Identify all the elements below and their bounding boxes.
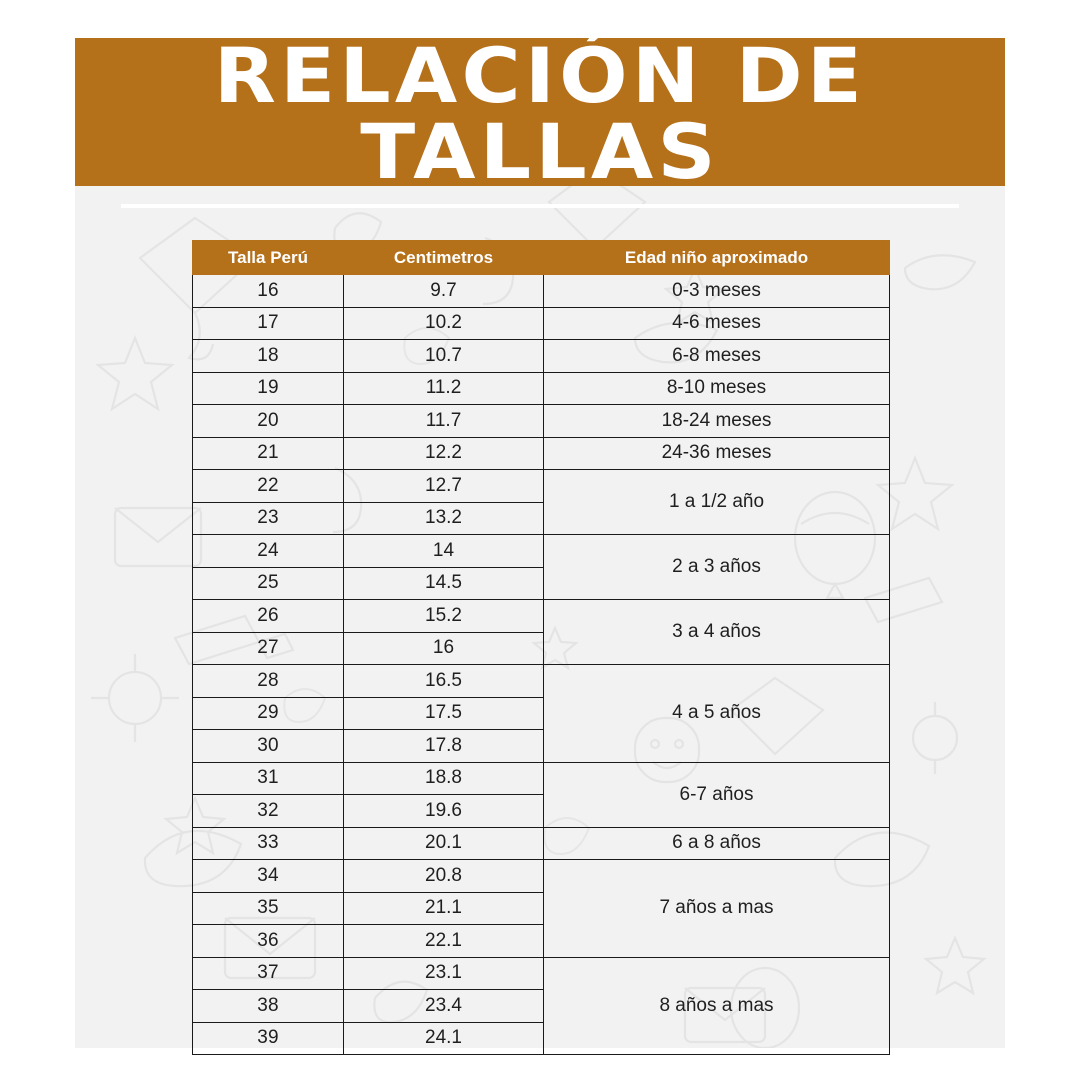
table-row [193,957,890,990]
table-row [193,600,890,633]
cell-edad: 2 a 3 años [544,535,890,600]
size-table [192,240,890,1055]
cell-talla: 16 [193,275,344,308]
cell-centimetros: 18.8 [344,762,544,795]
cell-centimetros: 10.7 [344,340,544,373]
cell-edad: 8 años a mas [544,957,890,1055]
cell-centimetros: 24.1 [344,1022,544,1055]
page-title: RELACIÓN DE TALLAS [213,31,867,196]
cell-centimetros: 17.8 [344,730,544,763]
header-title-wrap [75,31,1005,196]
cell-edad: 18-24 meses [544,405,890,438]
table-body [193,275,890,1055]
cell-talla: 28 [193,665,344,698]
cell-centimetros: 20.1 [344,827,544,860]
cell-talla: 27 [193,632,344,665]
table-row [193,470,890,503]
table-row [193,665,890,698]
cell-talla: 39 [193,1022,344,1055]
table-row [193,860,890,893]
cell-talla: 29 [193,697,344,730]
column-header-centimetros: Centimetros [344,241,544,275]
cell-talla: 18 [193,340,344,373]
cell-centimetros: 13.2 [344,502,544,535]
table-row [193,535,890,568]
table-row [193,372,890,405]
cell-talla: 31 [193,762,344,795]
cell-centimetros: 9.7 [344,275,544,308]
cell-centimetros: 23.4 [344,990,544,1023]
column-header-edad: Edad niño aproximado [544,241,890,275]
table-row [193,275,890,308]
cell-edad: 6-8 meses [544,340,890,373]
table-head [193,241,890,275]
cell-centimetros: 16.5 [344,665,544,698]
cell-talla: 32 [193,795,344,828]
table-row [193,307,890,340]
cell-centimetros: 23.1 [344,957,544,990]
cell-talla: 33 [193,827,344,860]
cell-edad: 0-3 meses [544,275,890,308]
table-row [193,827,890,860]
cell-edad: 3 a 4 años [544,600,890,665]
cell-edad: 24-36 meses [544,437,890,470]
table-row [193,762,890,795]
cell-talla: 35 [193,892,344,925]
cell-talla: 23 [193,502,344,535]
cell-centimetros: 14 [344,535,544,568]
cell-centimetros: 11.7 [344,405,544,438]
cell-talla: 19 [193,372,344,405]
cell-centimetros: 22.1 [344,925,544,958]
cell-centimetros: 12.2 [344,437,544,470]
cell-centimetros: 17.5 [344,697,544,730]
cell-centimetros: 19.6 [344,795,544,828]
cell-centimetros: 16 [344,632,544,665]
cell-centimetros: 12.7 [344,470,544,503]
cell-edad: 7 años a mas [544,860,890,958]
cell-centimetros: 15.2 [344,600,544,633]
cell-talla: 24 [193,535,344,568]
cell-talla: 17 [193,307,344,340]
cell-talla: 22 [193,470,344,503]
cell-centimetros: 21.1 [344,892,544,925]
cell-centimetros: 20.8 [344,860,544,893]
cell-talla: 37 [193,957,344,990]
cell-talla: 20 [193,405,344,438]
title-underline [121,204,959,208]
cell-talla: 30 [193,730,344,763]
column-header-talla: Talla Perú [193,241,344,275]
header-banner [75,31,1005,196]
table-row [193,405,890,438]
cell-centimetros: 11.2 [344,372,544,405]
table-header-row [193,241,890,275]
cell-edad: 6 a 8 años [544,827,890,860]
cell-edad: 8-10 meses [544,372,890,405]
cell-edad: 6-7 años [544,762,890,827]
cell-talla: 26 [193,600,344,633]
cell-edad: 4 a 5 años [544,665,890,763]
cell-centimetros: 10.2 [344,307,544,340]
cell-edad: 1 a 1/2 año [544,470,890,535]
cell-talla: 38 [193,990,344,1023]
cell-talla: 25 [193,567,344,600]
size-table-wrapper [192,240,889,1055]
table-row [193,437,890,470]
table-row [193,340,890,373]
cell-talla: 36 [193,925,344,958]
cell-centimetros: 14.5 [344,567,544,600]
cell-edad: 4-6 meses [544,307,890,340]
cell-talla: 34 [193,860,344,893]
cell-talla: 21 [193,437,344,470]
